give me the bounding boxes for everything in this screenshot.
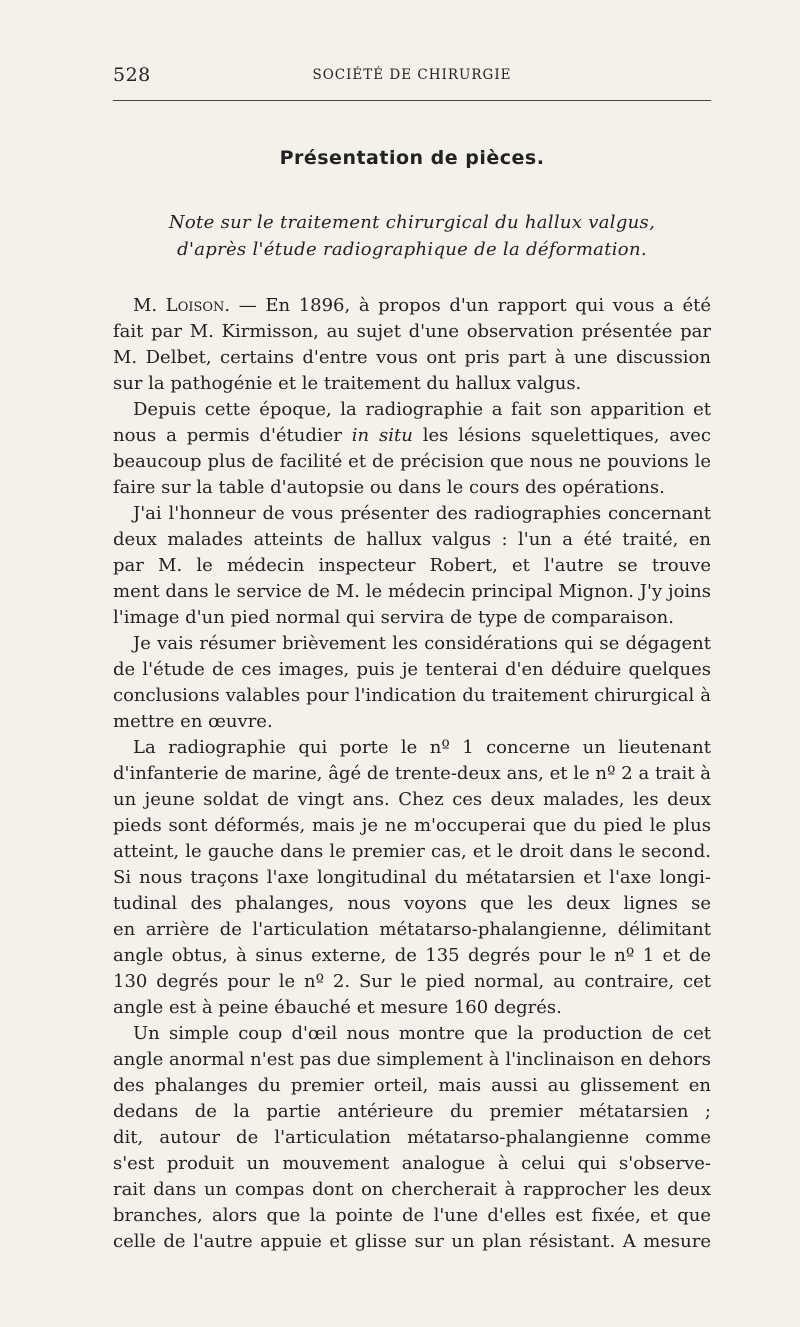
body-line: Un simple coup d'œil nous montre que la production de cet (133, 1023, 711, 1044)
body-line: angle anormal n'est pas due simplement à l'inclinaison en dehors (113, 1049, 711, 1070)
body-line: d'infanterie de marine, âgé de trente-deux ans, et le nº 2 a trait à (113, 763, 711, 784)
body-line: atteint, le gauche dans le premier cas, et le droit dans le second. (113, 841, 711, 862)
body-line: nous a permis d'étudier in situ les lésions squelettiques, avec (113, 425, 711, 446)
body-line: La radiographie qui porte le nº 1 concerne un lieutenant (133, 737, 711, 758)
body-line: de l'étude de ces images, puis je tenterai d'en déduire quelques (113, 659, 711, 680)
body-line: en arrière de l'articulation métatarso-phalangienne, délimitant (113, 919, 711, 940)
body-line: conclusions valables pour l'indication du traitement chirurgical à (113, 685, 711, 706)
body-line: celle de l'autre appuie et glisse sur un plan résistant. A mesure (113, 1231, 711, 1252)
body-line: un jeune soldat de vingt ans. Chez ces deux malades, les deux (113, 789, 711, 810)
body-line: sur la pathogénie et le traitement du hallux valgus. (113, 373, 582, 394)
header-rule (113, 100, 711, 101)
page-number: 528 (113, 64, 151, 86)
article-body (113, 293, 711, 1255)
body-line: branches, alors que la pointe de l'une d'elles est fixée, et que (113, 1205, 711, 1226)
body-line: mettre en œuvre. (113, 711, 273, 732)
body-line: dit, autour de l'articulation métatarso-phalangienne comme (113, 1127, 711, 1148)
section-title: Présentation de pièces. (279, 147, 545, 169)
body-line: deux malades atteints de hallux valgus : l'un a été traité, en (113, 529, 711, 550)
body-line: Je vais résumer brièvement les considérations qui se dégagent (133, 633, 711, 654)
body-line: fait par M. Kirmisson, au sujet d'une observation présentée par (113, 321, 711, 342)
article-title-line-1: Note sur le traitement chirurgical du hallux valgus, (168, 212, 656, 233)
page-header (113, 64, 711, 88)
body-line: dedans de la partie antérieure du premier métatarsien ; (113, 1101, 711, 1122)
body-line: angle est à peine ébauché et mesure 160 degrés. (113, 997, 562, 1018)
article-title-line-2: d'après l'étude radiographique de la déformation. (177, 239, 647, 260)
body-line: beaucoup plus de facilité et de précision que nous ne pouvions le (113, 451, 711, 472)
body-line: l'image d'un pied normal qui servira de type de comparaison. (113, 607, 674, 628)
body-line: Si nous traçons l'axe longitudinal du métatarsien et l'axe longi- (113, 867, 711, 888)
body-line: des phalanges du premier orteil, mais aussi au glissement en (113, 1075, 711, 1096)
body-line: Depuis cette époque, la radiographie a fait son apparition et (133, 399, 711, 420)
italic-in-situ: in situ (351, 425, 413, 446)
body-line: ment dans le service de M. le médecin principal Mignon. J'y joins (113, 581, 711, 602)
speaker-name: M. Loison. (133, 295, 231, 316)
body-line: rait dans un compas dont on chercherait à rapprocher les deux (113, 1179, 711, 1200)
body-line: tudinal des phalanges, nous voyons que les deux lignes se (113, 893, 711, 914)
body-line: s'est produit un mouvement analogue à celui qui s'observe- (113, 1153, 711, 1174)
body-line: pieds sont déformés, mais je ne m'occuperai que du pied le plus (113, 815, 711, 836)
body-line: angle obtus, à sinus externe, de 135 degrés pour le nº 1 et de (113, 945, 711, 966)
body-line: par M. le médecin inspecteur Robert, et l'autre se trouve (113, 555, 711, 576)
body-line: faire sur la table d'autopsie ou dans le cours des opérations. (113, 477, 665, 498)
running-head: SOCIÉTÉ DE CHIRURGIE (312, 67, 512, 83)
body-line: 130 degrés pour le nº 2. Sur le pied normal, au contraire, cet (113, 971, 711, 992)
body-line: M. Loison. — En 1896, à propos d'un rapport qui vous a été (133, 295, 711, 316)
body-line: M. Delbet, certains d'entre vous ont pris part à une discussion (113, 347, 711, 368)
body-line: J'ai l'honneur de vous présenter des radiographies concernant (133, 503, 711, 524)
